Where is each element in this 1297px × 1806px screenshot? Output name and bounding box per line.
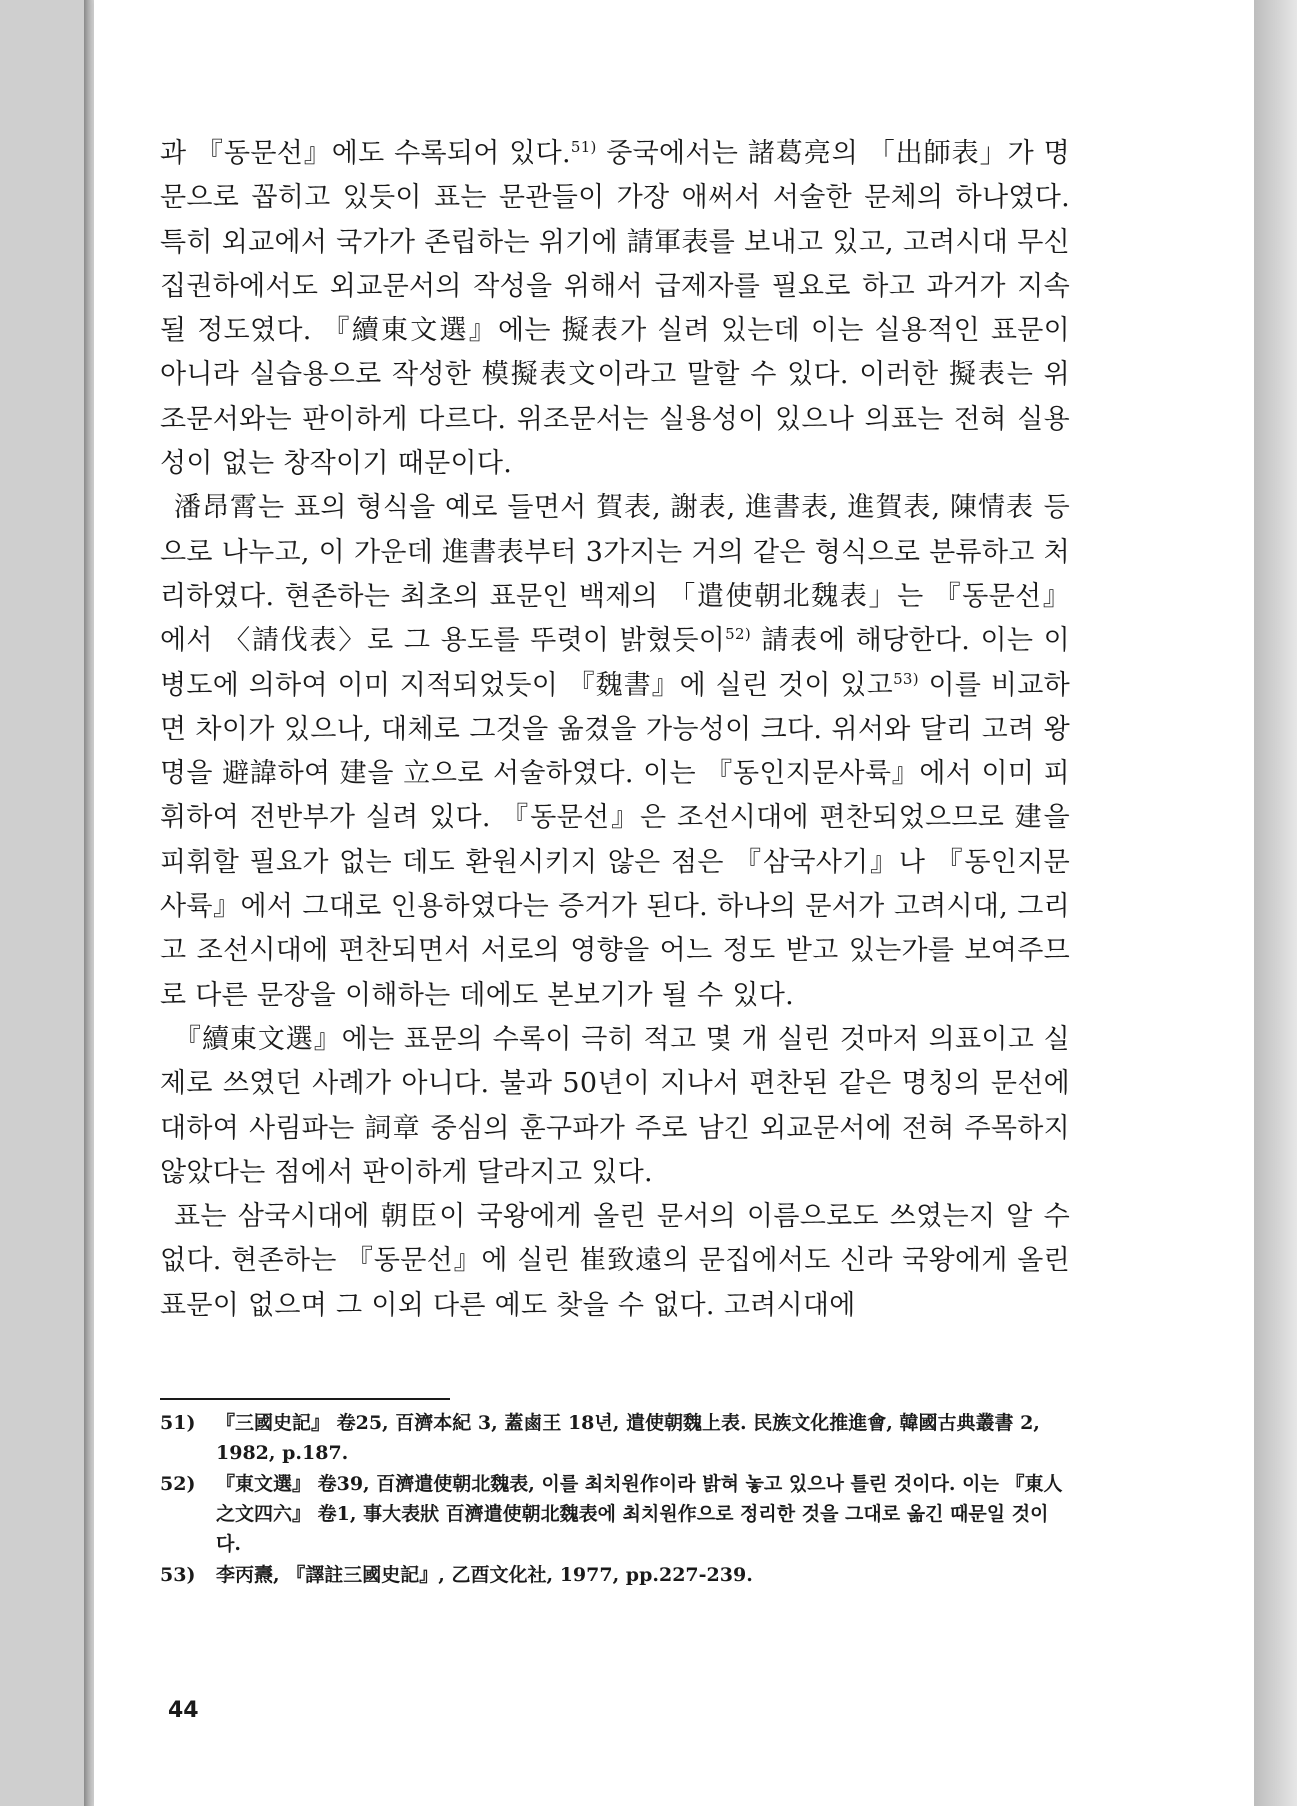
paragraph: [160, 486, 1070, 1018]
paragraph-text: 潘昂霄는 표의 형식을 예로 들면서 賀表, 謝表, 進書表, 進賀表, 陳情表 등으로 나누고, 이 가운데 進書表부터 3가지는 거의 같은 형식으로 분류하고 처리하였다. 현존하는 최초의 표문인 백제의 「遣使朝北魏表」는 『동문선』에서 〈請伐表〉로 그 용도를 뚜렷이 밝혔듯이: [160, 492, 1070, 657]
footnote-text: 李丙燾, 『譯註三國史記』, 乙酉文化社, 1977, pp.227-239.: [216, 1564, 753, 1586]
footnote: [160, 1469, 1070, 1559]
page-edge: [1254, 0, 1297, 1806]
footnotes: [160, 1408, 1070, 1591]
book-spine-shadow: [84, 0, 94, 1806]
paragraph-text: 이를 비교하면 차이가 있으나, 대체로 그것을 옮겼을 가능성이 크다. 위서와 달리 고려 왕명을 避諱하여 建을 立으로 서술하였다. 이는 『동인지문사륙』에서 이미 피휘하여 전반부가 실려 있다. 『동문선』은 조선시대에 편찬되었으므로 建을 피휘할 필요가 없는 데도 환원시키지 않은 점은 『삼국사기』나 『동인지문사륙』에서 그대로 인용하였다는 증거가 된다. 하나의 문서가 고려시대, 그리고 조선시대에 편찬되면서 서로의 영향을 어느 정도 받고 있는가를 보여주므로 다른 문장을 이해하는 데에도 본보기가 될 수 있다.: [160, 669, 1070, 1011]
footnote-ref: 51): [570, 138, 597, 156]
paragraph-text: 표는 삼국시대에 朝臣이 국왕에게 올린 문서의 이름으로도 쓰였는지 알 수 없다. 현존하는 『동문선』에 실린 崔致遠의 문집에서도 신라 국왕에게 올린 표문이 없으며 그 이외 다른 예도 찾을 수 없다. 고려시대에: [160, 1201, 1070, 1321]
body-text: [160, 132, 1070, 1328]
paragraph-text: 과 『동문선』에도 수록되어 있다.: [160, 138, 571, 169]
paragraph-text: 『續東文選』에는 표문의 수록이 극히 적고 몇 개 실린 것마저 의표이고 실제로 쓰였던 사례가 아니다. 불과 50년이 지나서 편찬된 같은 명칭의 문선에 대하여 사림파는 詞章 중심의 훈구파가 주로 남긴 외교문서에 전혀 주목하지 않았다는 점에서 판이하게 달라지고 있다.: [160, 1023, 1070, 1188]
paragraph: [160, 1018, 1070, 1195]
footnote-ref: 53): [893, 669, 919, 688]
footnote: [160, 1408, 1070, 1468]
paragraph: [160, 132, 1070, 486]
footnote-number: 53): [160, 1564, 196, 1586]
paragraph-text: 중국에서는 諸葛亮의 「出師表」가 명문으로 꼽히고 있듯이 표는 문관들이 가장 애써서 서술한 문체의 하나였다. 특히 외교에서 국가가 존립하는 위기에 請軍表를 보내고 있고, 고려시대 무신집권하에서도 외교문서의 작성을 위해서 급제자를 필요로 하고 과거가 지속될 정도였다. 『續東文選』에는 擬表가 실려 있는데 이는 실용적인 표문이 아니라 실습용으로 작성한 模擬表文이라고 말할 수 있다. 이러한 擬表는 위조문서와는 판이하게 다르다. 위조문서는 실용성이 있으나 의표는 전혀 실용성이 없는 창작이기 때문이다.: [160, 138, 1070, 480]
paragraph: [160, 1195, 1070, 1328]
footnote-ref: 52): [725, 625, 751, 644]
footnote-number: 52): [160, 1473, 196, 1495]
footnote-text: 『東文選』 卷39, 百濟遣使朝北魏表, 이를 최치원作이라 밝혀 놓고 있으나 틀린 것이다. 이는 『東人之文四六』 卷1, 事大表狀 百濟遣使朝北魏表에 최치원作으로 정리한 것을 그대로 옮긴 때문일 것이다.: [216, 1473, 1063, 1555]
paragraph-text: 請表에 해당한다. 이는 이병도에 의하여 이미 지적되었듯이 『魏書』에 실린 것이 있고: [160, 625, 1070, 701]
footnote-rule: [160, 1398, 450, 1400]
footnote-text: 『三國史記』 卷25, 百濟本紀 3, 蓋鹵王 18년, 遣使朝魏上表. 民族文化推進會, 韓國古典叢書 2, 1982, p.187.: [216, 1412, 1040, 1464]
footnote-number: 51): [160, 1412, 196, 1434]
page-number: 44: [168, 1698, 199, 1723]
footnote: [160, 1560, 1070, 1590]
